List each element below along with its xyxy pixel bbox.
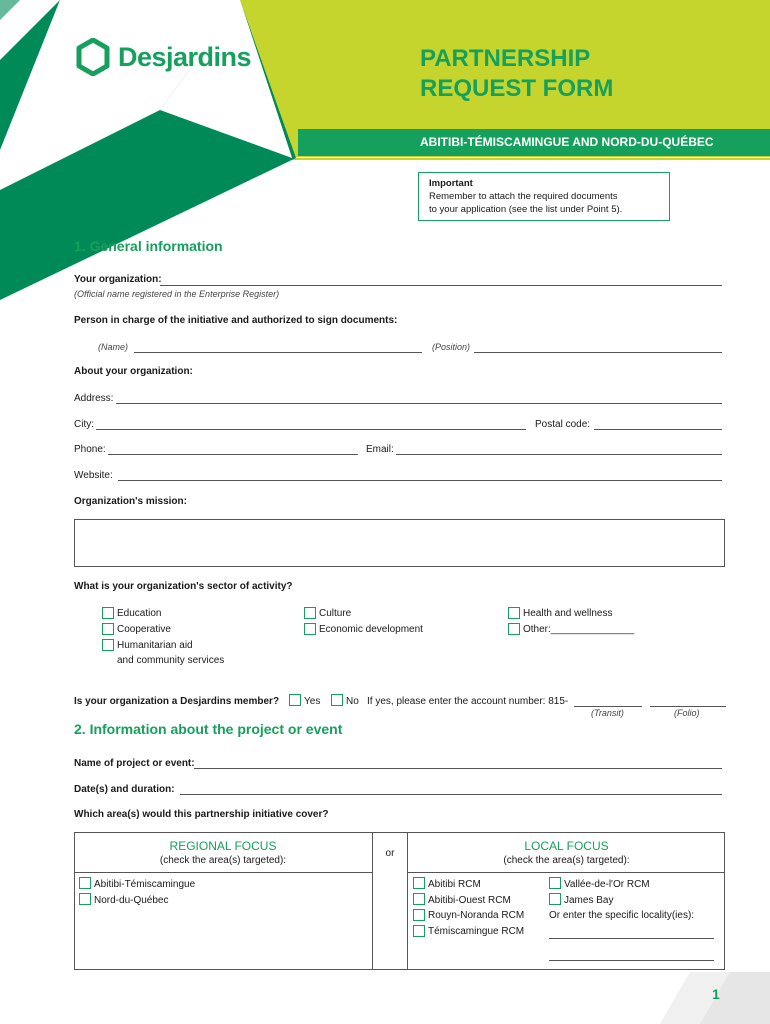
regional-nord-checkbox[interactable] [79, 893, 91, 905]
folio-hint: (Folio) [674, 708, 700, 718]
email-field[interactable] [396, 454, 722, 455]
member-question: Is your organization a Desjardins member? [74, 696, 280, 707]
economic-label: Economic development [319, 624, 423, 635]
local-rouyn-checkbox[interactable] [413, 909, 425, 921]
page-number: 1 [712, 986, 720, 1002]
organization-field[interactable] [160, 285, 722, 286]
project-name-field[interactable] [194, 768, 722, 769]
local-header-rule [408, 872, 725, 873]
member-yes-label: Yes [304, 696, 321, 707]
humanitarian-label-2: and community services [117, 655, 225, 666]
regional-header-rule [74, 872, 372, 873]
important-heading: Important [429, 178, 473, 189]
form-title-line1: PARTNERSHIP [420, 45, 591, 72]
about-label: About your organization: [74, 366, 193, 377]
humanitarian-checkbox[interactable] [102, 639, 114, 651]
transit-field[interactable] [574, 706, 642, 707]
humanitarian-label-1: Humanitarian aid [117, 640, 193, 651]
regional-option-label: Nord-du-Québec [94, 895, 169, 906]
position-field[interactable] [474, 352, 722, 353]
local-vallee-checkbox[interactable] [549, 877, 561, 889]
local-focus-subtitle: (check the area(s) targeted): [503, 855, 630, 866]
regional-focus-title: REGIONAL FOCUS [169, 839, 277, 853]
organization-label: Your organization: [74, 274, 162, 285]
person-label: Person in charge of the initiative and authorized to sign documents: [74, 315, 398, 326]
city-field[interactable] [96, 429, 526, 430]
health-label: Health and wellness [523, 608, 613, 619]
locality-field-1[interactable] [549, 938, 714, 939]
address-field[interactable] [116, 403, 722, 404]
culture-checkbox[interactable] [304, 607, 316, 619]
name-hint: (Name) [98, 342, 129, 352]
position-hint: (Position) [432, 342, 471, 352]
cooperative-checkbox[interactable] [102, 623, 114, 635]
local-abitibi-checkbox[interactable] [413, 877, 425, 889]
postal-code-label: Postal code: [535, 419, 591, 430]
mission-label: Organization's mission: [74, 496, 187, 507]
desjardins-logo [76, 38, 251, 76]
education-label: Education [117, 608, 162, 619]
important-line1: Remember to attach the required documents [429, 191, 618, 202]
member-no-label: No [346, 696, 359, 707]
email-label: Email: [366, 444, 394, 455]
regional-focus-subtitle: (check the area(s) targeted): [159, 855, 287, 866]
footer-decoration [630, 972, 770, 1024]
local-option-label: Vallée-de-l'Or RCM [564, 879, 650, 890]
cooperative-label: Cooperative [117, 624, 171, 635]
name-field[interactable] [134, 352, 422, 353]
other-checkbox[interactable] [508, 623, 520, 635]
phone-label: Phone: [74, 444, 106, 455]
local-option-label: Témiscamingue RCM [428, 926, 525, 937]
local-focus-title: LOCAL FOCUS [524, 839, 609, 853]
local-abitibi-ouest-checkbox[interactable] [413, 893, 425, 905]
phone-field[interactable] [108, 454, 358, 455]
sector-question: What is your organization's sector of activity? [74, 581, 293, 592]
section1-title: 1. General information [74, 238, 223, 254]
member-yes-checkbox[interactable] [289, 694, 301, 706]
health-checkbox[interactable] [508, 607, 520, 619]
address-label: Address: [74, 393, 114, 404]
member-no-checkbox[interactable] [331, 694, 343, 706]
organization-hint: (Official name registered in the Enterprise Register) [74, 289, 280, 299]
dates-field[interactable] [180, 794, 722, 795]
culture-label: Culture [319, 608, 352, 619]
local-option-label: James Bay [564, 895, 614, 906]
region-title: ABITIBI-TÉMISCAMINGUE AND NORD-DU-QUÉBEC [420, 135, 714, 149]
dates-label: Date(s) and duration: [74, 784, 175, 795]
postal-code-field[interactable] [594, 429, 722, 430]
city-label: City: [74, 419, 94, 430]
education-checkbox[interactable] [102, 607, 114, 619]
locality-field-2[interactable] [549, 960, 714, 961]
local-temiscamingue-checkbox[interactable] [413, 925, 425, 937]
areas-question: Which area(s) would this partnership initiative cover? [74, 809, 329, 820]
local-option-label: Rouyn-Noranda RCM [428, 910, 525, 921]
or-label: or [385, 848, 395, 859]
project-name-label: Name of project or event: [74, 758, 195, 769]
local-option-label: Abitibi-Ouest RCM [428, 895, 511, 906]
regional-option-label: Abitibi-Témiscamingue [94, 879, 196, 890]
form-title-line2: REQUEST FORM [420, 75, 614, 102]
section2-title: 2. Information about the project or event [74, 721, 343, 737]
mission-textarea[interactable] [74, 519, 725, 567]
other-label: Other:_______________ [523, 624, 635, 635]
local-option-label: Abitibi RCM [428, 879, 481, 890]
regional-abitibi-checkbox[interactable] [79, 877, 91, 889]
important-notice [418, 172, 670, 221]
transit-hint: (Transit) [591, 708, 624, 718]
economic-checkbox[interactable] [304, 623, 316, 635]
local-james-bay-checkbox[interactable] [549, 893, 561, 905]
locality-label: Or enter the specific locality(ies): [549, 910, 695, 921]
form-title [420, 44, 613, 104]
important-line2: to your application (see the list under Point 5). [429, 204, 623, 215]
account-number-label: If yes, please enter the account number: 815- [367, 696, 569, 707]
hexagon-logo-icon [76, 38, 110, 76]
folio-field[interactable] [650, 706, 726, 707]
website-label: Website: [74, 470, 113, 481]
brand-name: Desjardins [118, 41, 252, 72]
website-field[interactable] [118, 480, 722, 481]
